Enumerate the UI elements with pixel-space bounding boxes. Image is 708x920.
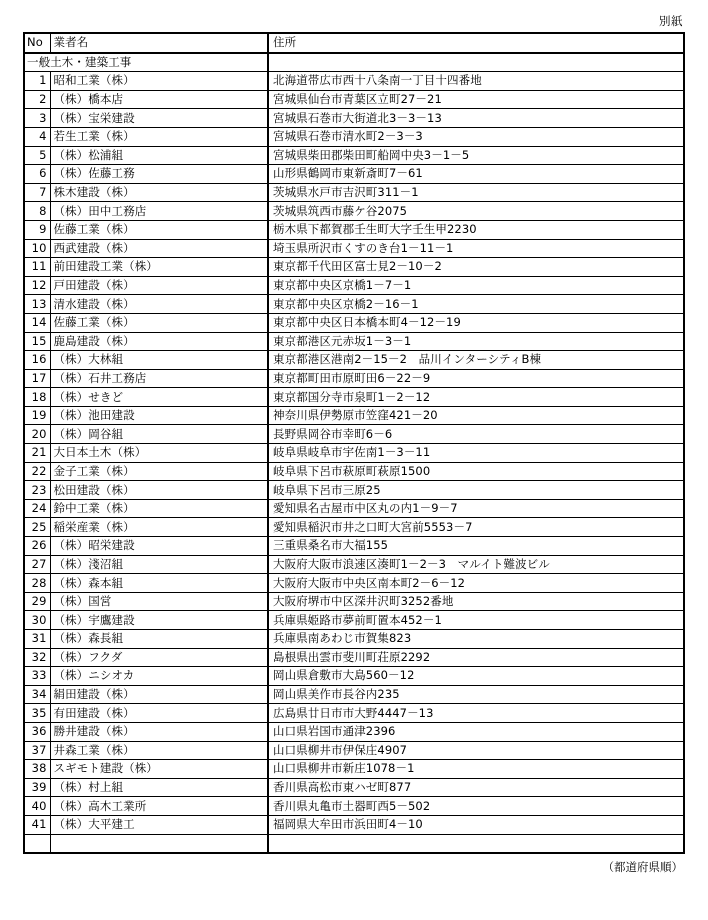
- table-row: [24, 202, 684, 221]
- cell-no: 3: [24, 109, 50, 128]
- cell-no: 8: [24, 202, 50, 221]
- cell-company-name: 大日本土木（株）: [50, 444, 268, 463]
- cell-address: 山口県柳井市伊保庄4907: [268, 741, 684, 760]
- cell-no: 38: [24, 760, 50, 779]
- cell-no: 12: [24, 276, 50, 295]
- cell-company-name: 株木建設（株）: [50, 183, 268, 202]
- cell-no: 16: [24, 351, 50, 370]
- cell-no: 20: [24, 425, 50, 444]
- cell-company-name: （株）大平建工: [50, 815, 268, 834]
- cell-no: 17: [24, 369, 50, 388]
- cell-company-name: （株）村上組: [50, 778, 268, 797]
- section-heading-row: [24, 53, 684, 72]
- cell-address: 埼玉県所沢市くすのき台1－11－1: [268, 239, 684, 258]
- table-row: [24, 72, 684, 91]
- table-row: [24, 332, 684, 351]
- cell-no: 1: [24, 72, 50, 91]
- section-heading-label: 一般土木・建築工事: [24, 53, 268, 72]
- table-header: [24, 33, 684, 53]
- table-row: [24, 499, 684, 518]
- cell-address: 宮城県仙台市青葉区立町27－21: [268, 90, 684, 109]
- cell-no: 14: [24, 313, 50, 332]
- cell-address: 東京都港区元赤坂1－3－1: [268, 332, 684, 351]
- cell-no: 34: [24, 685, 50, 704]
- table-row: [24, 667, 684, 686]
- cell-no: 25: [24, 518, 50, 537]
- cell-address: 東京都町田市原町田6－22－9: [268, 369, 684, 388]
- table-row: [24, 741, 684, 760]
- footer-note: （都道府県順）: [602, 860, 683, 874]
- column-header-address: 住所: [268, 33, 684, 53]
- cell-no: 36: [24, 722, 50, 741]
- cell-no: 31: [24, 630, 50, 649]
- cell-company-name: （株）森長組: [50, 630, 268, 649]
- cell-address: 大阪府堺市中区深井沢町3252番地: [268, 592, 684, 611]
- cell-company-name: （株）石井工務店: [50, 369, 268, 388]
- table-row: [24, 611, 684, 630]
- cell-no: 5: [24, 146, 50, 165]
- cell-company-name: 若生工業（株）: [50, 127, 268, 146]
- cell-address: 宮城県石巻市清水町2－3－3: [268, 127, 684, 146]
- cell-address: 福岡県大牟田市浜田町4－10: [268, 815, 684, 834]
- table-row: [24, 276, 684, 295]
- table-row: [24, 183, 684, 202]
- cell-company-name: スギモト建設（株）: [50, 760, 268, 779]
- cell-company-name: 鈴中工業（株）: [50, 499, 268, 518]
- roster-table: [23, 32, 685, 854]
- cell-no: 2: [24, 90, 50, 109]
- table-row: [24, 648, 684, 667]
- table-row: [24, 369, 684, 388]
- cell-address: 愛知県名古屋市中区丸の内1－9－7: [268, 499, 684, 518]
- cell-address: 栃木県下都賀郡壬生町大字壬生甲2230: [268, 220, 684, 239]
- cell-no: 7: [24, 183, 50, 202]
- table-row: [24, 388, 684, 407]
- column-header-name: 業者名: [50, 33, 268, 53]
- cell-company-name: （株）佐藤工務: [50, 165, 268, 184]
- cell-no: 21: [24, 444, 50, 463]
- table-row: [24, 815, 684, 834]
- cell-no: 13: [24, 295, 50, 314]
- cell-address: 東京都国分寺市泉町1－2－12: [268, 388, 684, 407]
- cell-address: 大阪府大阪市浪速区湊町1－2－3 マルイト難波ビル: [268, 555, 684, 574]
- cell-company-name: （株）橋本店: [50, 90, 268, 109]
- cell-company-name: （株）高木工業所: [50, 797, 268, 816]
- cell-no: 37: [24, 741, 50, 760]
- cell-no: 4: [24, 127, 50, 146]
- cell-company-name: 昭和工業（株）: [50, 72, 268, 91]
- cell-company-name: （株）松浦組: [50, 146, 268, 165]
- cell-address: 東京都中央区京橋2－16－1: [268, 295, 684, 314]
- cell-no: 40: [24, 797, 50, 816]
- cell-address: 大阪府大阪市中央区南本町2－6－12: [268, 574, 684, 593]
- cell-no: 15: [24, 332, 50, 351]
- roster-table-wrapper: [23, 32, 683, 854]
- cell-address: 山口県柳井市新庄1078－1: [268, 760, 684, 779]
- table-row: [24, 518, 684, 537]
- table-row: [24, 704, 684, 723]
- table-row: [24, 90, 684, 109]
- table-row: [24, 592, 684, 611]
- table-row: [24, 555, 684, 574]
- cell-company-name: （株）岡谷組: [50, 425, 268, 444]
- header-row: [24, 33, 684, 53]
- cell-address: 兵庫県南あわじ市賀集823: [268, 630, 684, 649]
- cell-address: 兵庫県姫路市夢前町置本452－1: [268, 611, 684, 630]
- cell-address: 岐阜県下呂市萩原町萩原1500: [268, 462, 684, 481]
- cell-address: 東京都中央区日本橋本町4－12－19: [268, 313, 684, 332]
- table-row: [24, 406, 684, 425]
- cell-address: 宮城県柴田郡柴田町船岡中央3－1－5: [268, 146, 684, 165]
- table-row: [24, 778, 684, 797]
- table-row: [24, 797, 684, 816]
- cell-company-name: （株）せきど: [50, 388, 268, 407]
- cell-no: 33: [24, 667, 50, 686]
- cell-no: 22: [24, 462, 50, 481]
- table-row: [24, 258, 684, 277]
- cell-address: 長野県岡谷市幸町6－6: [268, 425, 684, 444]
- cell-address: 東京都港区港南2－15－2 品川インターシティB棟: [268, 351, 684, 370]
- cell-company-name: （株）田中工務店: [50, 202, 268, 221]
- cell-company-name: （株）国営: [50, 592, 268, 611]
- cell-company-name: （株）淺沼組: [50, 555, 268, 574]
- cell-no: 26: [24, 537, 50, 556]
- cell-company-name: （株）池田建設: [50, 406, 268, 425]
- table-row: [24, 481, 684, 500]
- table-row: [24, 462, 684, 481]
- table-row: [24, 146, 684, 165]
- table-row: [24, 444, 684, 463]
- cell-no: 10: [24, 239, 50, 258]
- cell-company-name: 勝井建設（株）: [50, 722, 268, 741]
- section-heading-address-spacer: [268, 53, 684, 72]
- cell-company-name: （株）昭栄建設: [50, 537, 268, 556]
- cell-address: 山形県鶴岡市東新斎町7－61: [268, 165, 684, 184]
- cell-no: [24, 834, 50, 853]
- column-header-no: No: [24, 33, 50, 53]
- cell-company-name: （株）ニシオカ: [50, 667, 268, 686]
- cell-company-name: 佐藤工業（株）: [50, 220, 268, 239]
- cell-address: 神奈川県伊勢原市笠窪421－20: [268, 406, 684, 425]
- cell-address: 宮城県石巻市大街道北3－3－13: [268, 109, 684, 128]
- cell-address: 東京都中央区京橋1－7－1: [268, 276, 684, 295]
- table-row: [24, 127, 684, 146]
- table-row: [24, 537, 684, 556]
- cell-address: 広島県廿日市市大野4447－13: [268, 704, 684, 723]
- table-row: [24, 760, 684, 779]
- table-row: [24, 239, 684, 258]
- cell-no: 29: [24, 592, 50, 611]
- cell-no: 32: [24, 648, 50, 667]
- table-row: [24, 722, 684, 741]
- cell-company-name: （株）大林組: [50, 351, 268, 370]
- cell-company-name: 戸田建設（株）: [50, 276, 268, 295]
- cell-no: 30: [24, 611, 50, 630]
- cell-company-name: 井森工業（株）: [50, 741, 268, 760]
- cell-no: 6: [24, 165, 50, 184]
- cell-company-name: 佐藤工業（株）: [50, 313, 268, 332]
- cell-company-name: 鹿島建設（株）: [50, 332, 268, 351]
- cell-company-name: 松田建設（株）: [50, 481, 268, 500]
- cell-no: 39: [24, 778, 50, 797]
- table-row-blank: [24, 834, 684, 853]
- cell-company-name: 絹田建設（株）: [50, 685, 268, 704]
- cell-company-name: 西武建設（株）: [50, 239, 268, 258]
- cell-address: [268, 834, 684, 853]
- cell-address: 北海道帯広市西十八条南一丁目十四番地: [268, 72, 684, 91]
- cell-address: 東京都千代田区富士見2－10－2: [268, 258, 684, 277]
- cell-address: 岐阜県岐阜市宇佐南1－3－11: [268, 444, 684, 463]
- table-row: [24, 109, 684, 128]
- cell-company-name: （株）宇鷹建設: [50, 611, 268, 630]
- cell-address: 香川県高松市東ハゼ町877: [268, 778, 684, 797]
- table-row: [24, 165, 684, 184]
- cell-address: 三重県桑名市大福155: [268, 537, 684, 556]
- cell-address: 島根県出雲市斐川町荘原2292: [268, 648, 684, 667]
- cell-no: 28: [24, 574, 50, 593]
- cell-address: 香川県丸亀市土器町西5－502: [268, 797, 684, 816]
- cell-no: 9: [24, 220, 50, 239]
- cell-no: 27: [24, 555, 50, 574]
- table-row: [24, 313, 684, 332]
- cell-no: 18: [24, 388, 50, 407]
- table-body: [24, 53, 684, 854]
- table-row: [24, 295, 684, 314]
- cell-address: 岐阜県下呂市三原25: [268, 481, 684, 500]
- cell-no: 19: [24, 406, 50, 425]
- cell-no: 23: [24, 481, 50, 500]
- cell-company-name: （株）宝栄建設: [50, 109, 268, 128]
- cell-company-name: （株）森本組: [50, 574, 268, 593]
- cell-no: 41: [24, 815, 50, 834]
- header-note: 別紙: [659, 14, 683, 28]
- cell-company-name: 金子工業（株）: [50, 462, 268, 481]
- cell-company-name: 清水建設（株）: [50, 295, 268, 314]
- table-row: [24, 574, 684, 593]
- cell-company-name: 稲栄産業（株）: [50, 518, 268, 537]
- table-row: [24, 220, 684, 239]
- table-row: [24, 630, 684, 649]
- cell-company-name: （株）フクダ: [50, 648, 268, 667]
- cell-address: 茨城県筑西市藤ケ谷2075: [268, 202, 684, 221]
- cell-company-name: 前田建設工業（株）: [50, 258, 268, 277]
- cell-no: 24: [24, 499, 50, 518]
- cell-address: 茨城県水戸市吉沢町311－1: [268, 183, 684, 202]
- cell-no: 11: [24, 258, 50, 277]
- cell-address: 岡山県倉敷市大島560－12: [268, 667, 684, 686]
- cell-address: 岡山県美作市長谷内235: [268, 685, 684, 704]
- table-row: [24, 425, 684, 444]
- cell-company-name: [50, 834, 268, 853]
- table-row: [24, 685, 684, 704]
- cell-address: 愛知県稲沢市井之口町大宮前5553－7: [268, 518, 684, 537]
- cell-no: 35: [24, 704, 50, 723]
- cell-company-name: 有田建設（株）: [50, 704, 268, 723]
- table-row: [24, 351, 684, 370]
- cell-address: 山口県岩国市通津2396: [268, 722, 684, 741]
